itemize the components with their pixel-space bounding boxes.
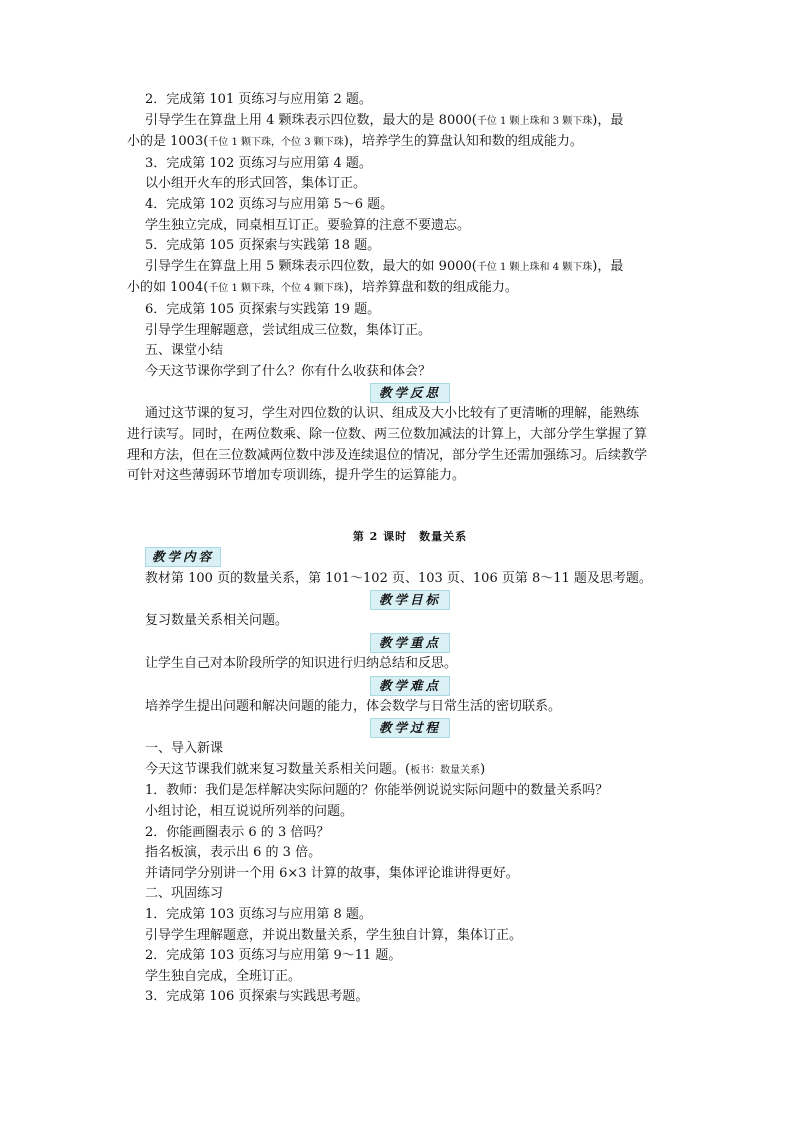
text-line: 二、巩固练习 [145,886,224,902]
text-line: 指名板演，表示出 6 的 3 倍。 [145,845,322,861]
text-line: 并请同学分别讲一个用 6×3 计算的故事，集体评论谁讲得更好。 [145,865,519,881]
text-line: 复习数量关系相关问题。 [145,613,289,629]
text-line: 引导学生理解题意，并说出数量关系，学生独自计算，集体订正。 [145,927,523,943]
text-line: 2．完成第 103 页练习与应用第 9～11 题。 [145,948,402,964]
text-line: 小的是 1003(千位 1 颗下珠，个位 3 颗下珠)，培养学生的算盘认知和数的组成能力。 [127,134,583,150]
text-line: 今天这节课我们就来复习数量关系相关问题。(板书：数量关系) [145,761,486,777]
text-line: 今天这节课你学到了什么？你有什么收获和体会？ [145,363,432,379]
text-line: 1．完成第 103 页练习与应用第 8 题。 [145,907,372,922]
text-line: 通过这节课的复习，学生对四位数的认识、组成及大小比较有了更清晰的理解，能熟练 [145,406,640,422]
key-heading: 教学重点 [145,633,675,653]
content-heading: 教学内容 [145,547,675,569]
text-line: 培养学生提出问题和解决问题的能力，体会数学与日常生活的密切联系。 [145,698,562,714]
text-line: 一、导入新课 [145,741,224,757]
text-line: 3．完成第 102 页练习与应用第 4 题。 [145,155,372,171]
text-line: 进行读写。同时，在两位数乘、除一位数、两三位数加减法的计算上，大部分学生掌握了算 [127,426,648,442]
text-line: 小的如 1004(千位 1 颗下珠，个位 4 颗下珠)，培养算盘和数的组成能力。 [127,280,518,296]
goal-heading: 教学目标 [145,590,675,610]
text-line: 五、课堂小结 [145,343,224,359]
text-line: 2．你能画圈表示 6 的 3 倍吗？ [145,824,330,840]
text-line: 引导学生在算盘上用 4 颗珠表示四位数，最大的是 8000(千位 1 颗上珠和 3 颗下珠)，最 [145,112,624,128]
text-line: 学生独立完成，同桌相互订正。要验算的注意不要遗忘。 [145,217,471,233]
reflection-heading: 教学反思 [145,383,675,403]
lesson-title: 第 2 课时 数量关系 [352,529,468,543]
text-line: 3．完成第 106 页探索与实践思考题。 [145,989,369,1005]
text-line: 让学生自己对本阶段所学的知识进行归纳总结和反思。 [145,656,458,672]
text-line: 6．完成第 105 页探索与实践第 19 题。 [145,301,381,317]
text-line: 学生独自完成，全班订正。 [145,968,302,984]
text-line: 理和方法，但在三位数减两位数中涉及连续退位的情况，部分学生还需加强练习。后续教学 [127,447,648,463]
text-line: 教材第 100 页的数量关系，第 101～102 页、103 页、106 页第 8～11 题及思考题。 [145,570,652,586]
text-line: 可针对这些薄弱环节增加专项训练，提升学生的运算能力。 [127,468,466,484]
text-line: 以小组开火车的形式回答，集体订正。 [145,176,367,192]
text-line: 2．完成第 101 页练习与应用第 2 题。 [145,92,372,107]
document-page [127,90,675,1008]
difficulty-heading: 教学难点 [145,676,675,696]
text-line: 引导学生理解题意，尝试组成三位数，集体订正。 [145,322,432,338]
text-line: 5．完成第 105 页探索与实践第 18 题。 [145,238,381,254]
text-line: 4．完成第 102 页练习与应用第 5～6 题。 [145,196,394,212]
text-line: 1．教师：我们是怎样解决实际问题的？你能举例说说实际问题中的数量关系吗？ [145,783,609,799]
text-line: 小组讨论，相互说说所列举的问题。 [145,804,354,820]
process-heading: 教学过程 [145,718,675,738]
text-line: 引导学生在算盘上用 5 颗珠表示四位数，最大的如 9000(千位 1 颗上珠和 4 颗下珠)，最 [145,258,624,274]
